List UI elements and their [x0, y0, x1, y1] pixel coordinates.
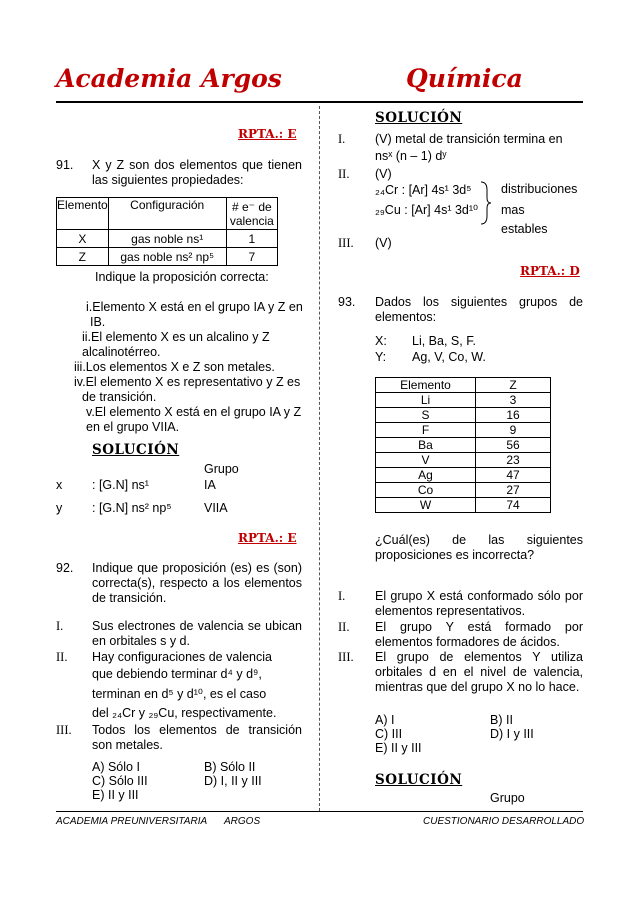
- solution-config: : [G.N] ns¹: [92, 478, 149, 492]
- choice: D) I y III: [490, 727, 534, 741]
- solution-group: IA: [204, 478, 216, 492]
- brace-icon: [479, 180, 493, 226]
- table-cell: 7: [226, 248, 277, 266]
- group-y-value: Ag, V, Co, W.: [412, 350, 486, 364]
- question-prompt: Indique la proposición correcta:: [95, 270, 269, 284]
- choice: C) III: [375, 727, 403, 741]
- group-label: Grupo: [204, 462, 239, 476]
- table-cell: W: [376, 498, 476, 513]
- choice: E) II y III: [375, 741, 422, 755]
- table-cell: 9: [476, 423, 551, 438]
- table-cell: gas noble ns¹: [108, 230, 226, 248]
- table-header: Configuración: [108, 198, 226, 230]
- table-cell: V: [376, 453, 476, 468]
- note: estables: [501, 222, 548, 236]
- table-cell: X: [57, 230, 109, 248]
- option-item: iv.El elemento X es representativo y Z es de transición.: [74, 375, 301, 404]
- footer-middle: ARGOS: [224, 816, 261, 827]
- table-cell: F: [376, 423, 476, 438]
- table-cell: Z: [57, 248, 109, 266]
- table-cell: 74: [476, 498, 551, 513]
- solution-title: SOLUCIÓN: [375, 110, 463, 126]
- question-number: 91.: [56, 158, 74, 172]
- choice: B) Sólo II: [204, 760, 256, 774]
- solution-var: y: [56, 501, 63, 515]
- statement: (V): [375, 236, 392, 250]
- answer-label: RPTA.: E: [238, 127, 297, 141]
- table-cell: 47: [476, 468, 551, 483]
- note: distribuciones: [501, 182, 578, 196]
- choice: B) II: [490, 713, 513, 727]
- table-cell: S: [376, 408, 476, 423]
- option-item: iii.Los elementos X e Z son metales.: [74, 360, 275, 374]
- choice: C) Sólo III: [92, 774, 148, 788]
- option-item: v.El elemento X está en el grupo IA y Z en el grupo VIIA.: [86, 405, 302, 434]
- roman-numeral: III.: [338, 236, 354, 250]
- table-cell: Ag: [376, 468, 476, 483]
- question-text: ¿Cuál(es) de las siguientes proposiciones es incorrecta?: [375, 533, 583, 562]
- solution-group: VIIA: [204, 501, 228, 515]
- roman-numeral: II.: [56, 650, 68, 664]
- footer-left: ACADEMIA PREUNIVERSITARIA: [56, 816, 208, 827]
- elements-table: [375, 377, 551, 513]
- statement: Sus electrones de valencia se ubican en orbitales s y d.: [92, 619, 302, 648]
- footer-rule: [56, 811, 583, 812]
- solution-var: x: [56, 478, 63, 492]
- table-header: Z: [476, 378, 551, 393]
- statement: terminan en d⁵ y d¹⁰, es el caso: [92, 687, 267, 701]
- roman-numeral: II.: [338, 620, 350, 634]
- solution-title: SOLUCIÓN: [92, 442, 180, 458]
- header-academy: Academia Argos: [56, 64, 282, 93]
- question-number: 92.: [56, 561, 74, 575]
- roman-numeral: I.: [56, 619, 64, 633]
- statement: El grupo X está conformado sólo por elementos representativos.: [375, 589, 583, 618]
- header-rule: [56, 101, 583, 103]
- table-cell: Ba: [376, 438, 476, 453]
- roman-numeral: III.: [338, 650, 354, 664]
- question-text: X y Z son dos elementos que tienen las siguientes propiedades:: [92, 158, 302, 187]
- table-cell: 16: [476, 408, 551, 423]
- option-item: ii.El elemento X es un alcalino y Z alcalinotérreo.: [82, 330, 270, 359]
- group-x-value: Li, Ba, S, F.: [412, 334, 476, 348]
- column-divider: [319, 106, 320, 811]
- statement: del ₂₄Cr y ₂₉Cu, respectivamente.: [92, 706, 277, 720]
- option-item: i.Elemento X está en el grupo IA y Z en IB.: [86, 300, 303, 329]
- table-cell: 3: [476, 393, 551, 408]
- question-number: 93.: [338, 295, 356, 309]
- statement: (V): [375, 167, 392, 181]
- answer-label: RPTA.: E: [238, 531, 297, 545]
- table-cell: 27: [476, 483, 551, 498]
- header-subject: Química: [406, 64, 523, 93]
- choice: E) II y III: [92, 788, 139, 802]
- choice: A) I: [375, 713, 395, 727]
- statement: El grupo de elementos Y utiliza orbitales d en el nivel de valencia, mientras que del grupo X no lo hace.: [375, 650, 583, 694]
- table-cell: Li: [376, 393, 476, 408]
- question-text: Dados los siguientes grupos de elementos:: [375, 295, 583, 324]
- option-list: [74, 300, 306, 435]
- table-cell: 1: [226, 230, 277, 248]
- solution-config: : [G.N] ns² np⁵: [92, 501, 172, 515]
- statement: nsˣ (n – 1) dʸ: [375, 149, 447, 163]
- roman-numeral: III.: [56, 723, 72, 737]
- table-header: # e⁻ de valencia: [226, 198, 277, 230]
- statement: Todos los elementos de transición son metales.: [92, 723, 302, 752]
- table-header: Elemento: [57, 198, 109, 230]
- table-header: Elemento: [376, 378, 476, 393]
- question-text: Indique que proposición (es) es (son) correcta(s), respecto a los elementos de transición.: [92, 561, 302, 605]
- group-y-label: Y:: [375, 350, 387, 364]
- electron-config: ₂₉Cu : [Ar] 4s¹ 3d¹⁰: [375, 203, 479, 217]
- solution-title: SOLUCIÓN: [375, 772, 463, 788]
- electron-config: ₂₄Cr : [Ar] 4s¹ 3d⁵: [375, 183, 472, 197]
- table-cell: 23: [476, 453, 551, 468]
- statement: que debiendo terminar d⁴ y d⁹,: [92, 667, 262, 681]
- group-x-label: X:: [375, 334, 387, 348]
- statement: (V) metal de transición termina en: [375, 132, 563, 146]
- choice: D) I, II y III: [204, 774, 262, 788]
- group-label: Grupo: [490, 791, 525, 805]
- roman-numeral: I.: [338, 589, 346, 603]
- roman-numeral: II.: [338, 167, 350, 181]
- table-cell: gas noble ns² np⁵: [108, 248, 226, 266]
- answer-label: RPTA.: D: [520, 264, 580, 278]
- note: mas: [501, 203, 525, 217]
- statement: El grupo Y está formado por elementos formadores de ácidos.: [375, 620, 583, 649]
- properties-table: [56, 197, 278, 266]
- choice: A) Sólo I: [92, 760, 140, 774]
- table-cell: Co: [376, 483, 476, 498]
- table-cell: 56: [476, 438, 551, 453]
- footer-right: CUESTIONARIO DESARROLLADO: [423, 816, 585, 827]
- roman-numeral: I.: [338, 132, 346, 146]
- statement: Hay configuraciones de valencia: [92, 650, 272, 664]
